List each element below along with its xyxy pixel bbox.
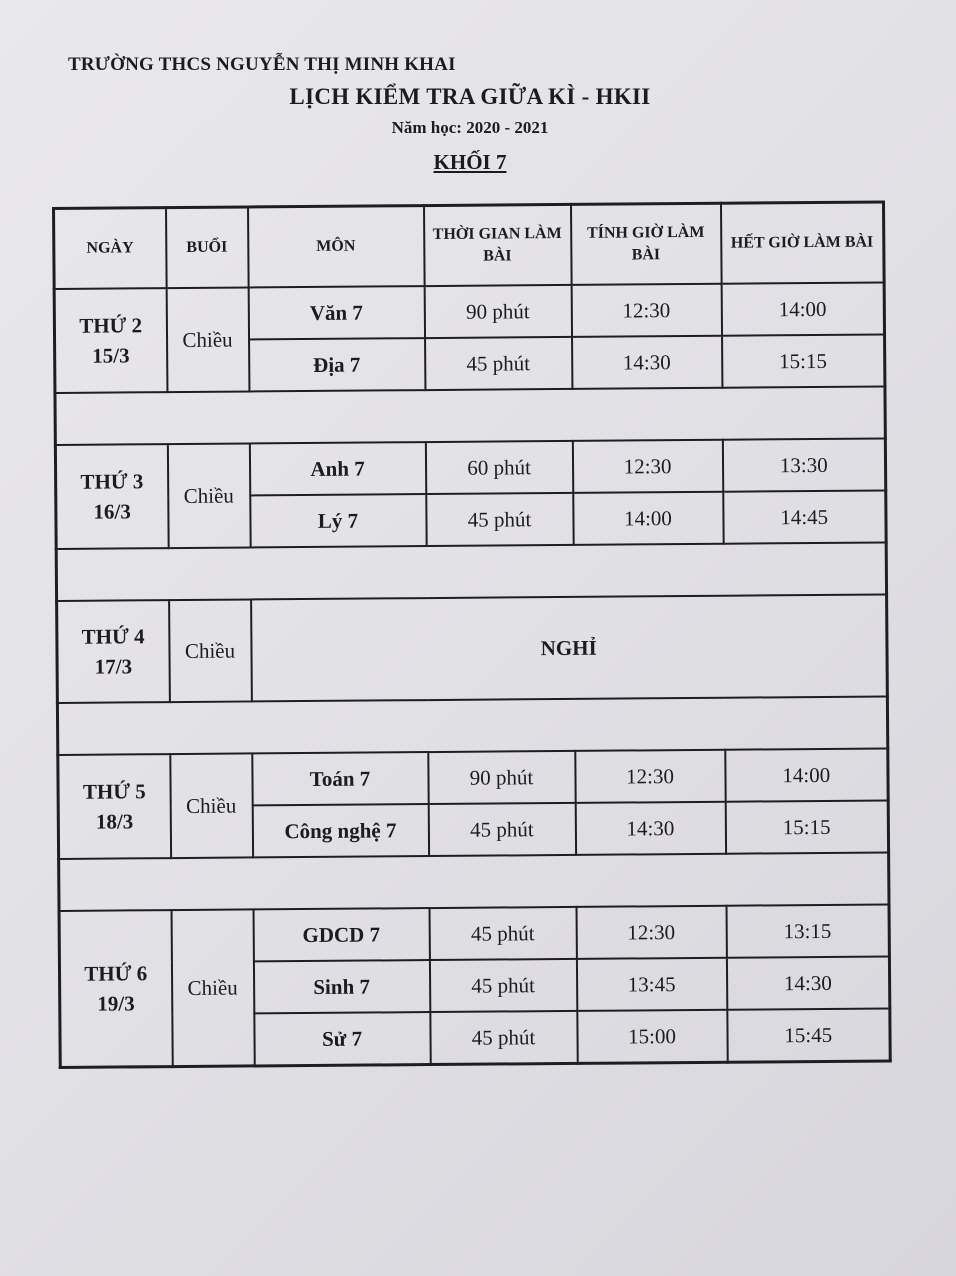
start-time-cell: 12:30 xyxy=(576,906,726,959)
column-header-day: NGÀY xyxy=(54,208,167,289)
spacer-row xyxy=(57,696,887,755)
session-cell: Chiều xyxy=(169,599,252,702)
end-time-cell: 14:45 xyxy=(723,490,886,543)
table-row xyxy=(58,748,888,807)
subject-cell: Địa 7 xyxy=(249,338,425,391)
day-date: 17/3 xyxy=(94,654,133,679)
spacer-row xyxy=(56,542,886,601)
end-time-cell: 13:15 xyxy=(726,904,889,957)
spacer-row xyxy=(59,852,889,911)
end-time-cell: 15:15 xyxy=(722,334,885,387)
session-cell: Chiều xyxy=(167,443,250,548)
exam-schedule-table xyxy=(52,200,892,1069)
duration-cell: 45 phút xyxy=(429,959,576,1012)
start-time-cell: 15:00 xyxy=(577,1010,727,1064)
column-header-end-time: HẾT GIỜ LÀM BÀI xyxy=(720,202,884,284)
day-name: THỨ 6 xyxy=(84,961,148,986)
spacer-cell xyxy=(56,542,886,601)
duration-cell: 45 phút xyxy=(428,803,575,856)
subject-cell: Công nghệ 7 xyxy=(252,804,428,857)
column-header-subject: MÔN xyxy=(248,206,425,288)
day-cell xyxy=(54,288,167,393)
day-date: 16/3 xyxy=(93,499,131,524)
column-header-session: BUỔI xyxy=(166,207,249,288)
duration-cell: 45 phút xyxy=(430,1011,577,1065)
start-time-cell: 14:00 xyxy=(573,492,723,545)
table-row xyxy=(57,594,888,703)
subject-cell: GDCD 7 xyxy=(253,908,429,961)
subject-cell: Sử 7 xyxy=(254,1012,430,1066)
subject-cell: Văn 7 xyxy=(248,286,424,339)
duration-cell: 90 phút xyxy=(428,751,575,804)
table-row xyxy=(54,282,884,341)
start-time-cell: 12:30 xyxy=(572,440,722,493)
spacer-row xyxy=(55,386,885,445)
session-cell: Chiều xyxy=(166,287,249,392)
subject-cell: Sinh 7 xyxy=(253,960,429,1013)
start-time-cell: 12:30 xyxy=(571,284,721,337)
day-date: 18/3 xyxy=(95,809,134,834)
day-date: 15/3 xyxy=(92,343,130,368)
day-cell xyxy=(59,910,172,1067)
session-cell: Chiều xyxy=(170,753,253,858)
duration-cell: 60 phút xyxy=(425,441,572,494)
duration-cell: 45 phút xyxy=(426,493,573,546)
table-row xyxy=(55,438,885,497)
day-name: THỨ 5 xyxy=(82,779,146,804)
start-time-cell: 12:30 xyxy=(575,750,725,803)
day-cell xyxy=(58,754,171,859)
spacer-cell xyxy=(59,852,889,911)
spacer-cell xyxy=(55,386,885,445)
start-time-cell: 13:45 xyxy=(576,958,726,1011)
table-row xyxy=(59,904,889,963)
grade-label: KHỐI 7 xyxy=(433,150,507,174)
day-name: THỨ 3 xyxy=(80,469,144,494)
school-name: TRƯỜNG THCS NGUYỄN THỊ MINH KHAI xyxy=(68,54,456,75)
column-header-duration: THỜI GIAN LÀM BÀI xyxy=(424,204,572,286)
document-title: LỊCH KIỂM TRA GIỮA KÌ - HKII xyxy=(289,84,651,109)
subject-cell: Lý 7 xyxy=(250,494,426,547)
school-year: Năm học: 2020 - 2021 xyxy=(391,118,549,137)
end-time-cell: 15:15 xyxy=(725,800,888,853)
column-header-start-time: TÍNH GIỜ LÀM BÀI xyxy=(570,203,721,285)
day-date: 19/3 xyxy=(97,991,135,1016)
end-time-cell: 14:30 xyxy=(726,956,889,1009)
end-time-cell: 13:30 xyxy=(722,438,885,491)
start-time-cell: 14:30 xyxy=(575,802,725,855)
rest-day-cell: NGHỈ xyxy=(251,594,888,701)
day-name: THỨ 4 xyxy=(81,624,145,649)
spacer-cell xyxy=(57,696,887,755)
session-cell: Chiều xyxy=(171,909,254,1066)
subject-cell: Anh 7 xyxy=(249,442,425,495)
start-time-cell: 14:30 xyxy=(572,336,722,389)
day-cell xyxy=(57,600,170,703)
duration-cell: 90 phút xyxy=(424,285,571,338)
duration-cell: 45 phút xyxy=(429,907,576,960)
end-time-cell: 14:00 xyxy=(721,282,884,335)
end-time-cell: 14:00 xyxy=(725,748,888,801)
subject-cell: Toán 7 xyxy=(252,752,428,805)
header-row xyxy=(54,202,885,289)
day-name: THỨ 2 xyxy=(79,313,143,338)
day-cell xyxy=(55,444,168,549)
end-time-cell: 15:45 xyxy=(727,1008,890,1062)
duration-cell: 45 phút xyxy=(425,337,572,390)
